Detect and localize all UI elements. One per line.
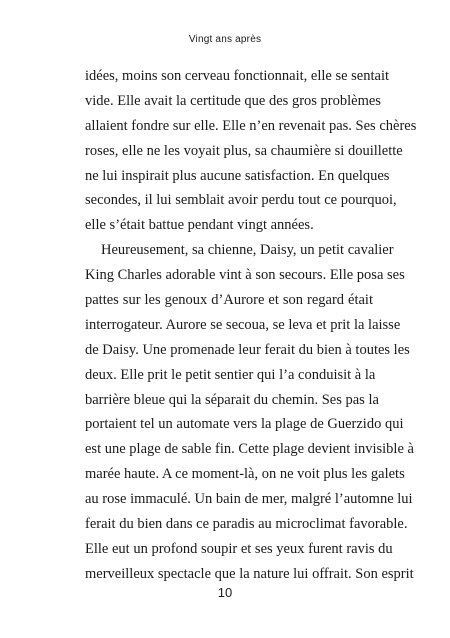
text-line: King Charles adorable vint à son secours. Elle posa ses bbox=[85, 267, 405, 284]
text-line: barrière bleue qui la séparait du chemin. Ses pas la bbox=[85, 391, 379, 408]
text-line: marée haute. A ce moment-là, on ne voit plus les galets bbox=[85, 466, 405, 483]
text-line: ferait du bien dans ce paradis au microclimat favorable. bbox=[85, 516, 408, 533]
text-line: roses, elle ne les voyait plus, sa chaumière si douillette bbox=[85, 142, 403, 159]
text-line: portaient tel un automate vers la plage de Guerzido qui bbox=[85, 416, 404, 433]
paragraph-2 bbox=[85, 238, 414, 586]
body-text bbox=[85, 64, 417, 587]
text-line: Elle eut un profond soupir et ses yeux furent ravis du bbox=[85, 540, 393, 557]
page-number: 10 bbox=[217, 585, 233, 600]
paragraph-1 bbox=[85, 64, 417, 238]
running-header: Vingt ans après bbox=[188, 34, 262, 45]
text-line: allaient fondre sur elle. Elle n’en revenait pas. Ses chères bbox=[85, 117, 417, 134]
text-line: vide. Elle avait la certitude que des gros problèmes bbox=[85, 92, 381, 109]
text-line: ne lui inspirait plus aucune satisfaction. En quelques bbox=[85, 167, 390, 184]
text-line: pattes sur les genoux d’Aurore et son regard était bbox=[85, 292, 373, 309]
text-line: interrogateur. Aurore se secoua, se leva et prit la laisse bbox=[85, 316, 401, 333]
text-line: de Daisy. Une promenade leur ferait du bien à toutes les bbox=[85, 341, 410, 358]
text-line: elle s’était battue pendant vingt années. bbox=[85, 217, 314, 234]
text-line: au rose immaculé. Un bain de mer, malgré l’automne lui bbox=[85, 491, 413, 508]
text-line: deux. Elle prit le petit sentier qui l’a conduisit à la bbox=[85, 366, 376, 383]
text-line: merveilleux spectacle que la nature lui offrait. Son esprit bbox=[85, 565, 414, 582]
text-line: Heureusement, sa chienne, Daisy, un petit cavalier bbox=[101, 242, 394, 259]
text-line: secondes, il lui semblait avoir perdu tout ce pourquoi, bbox=[85, 192, 397, 209]
text-line: idées, moins son cerveau fonctionnait, elle se sentait bbox=[85, 68, 390, 84]
text-line: est une plage de sable fin. Cette plage devient invisible à bbox=[85, 441, 414, 458]
